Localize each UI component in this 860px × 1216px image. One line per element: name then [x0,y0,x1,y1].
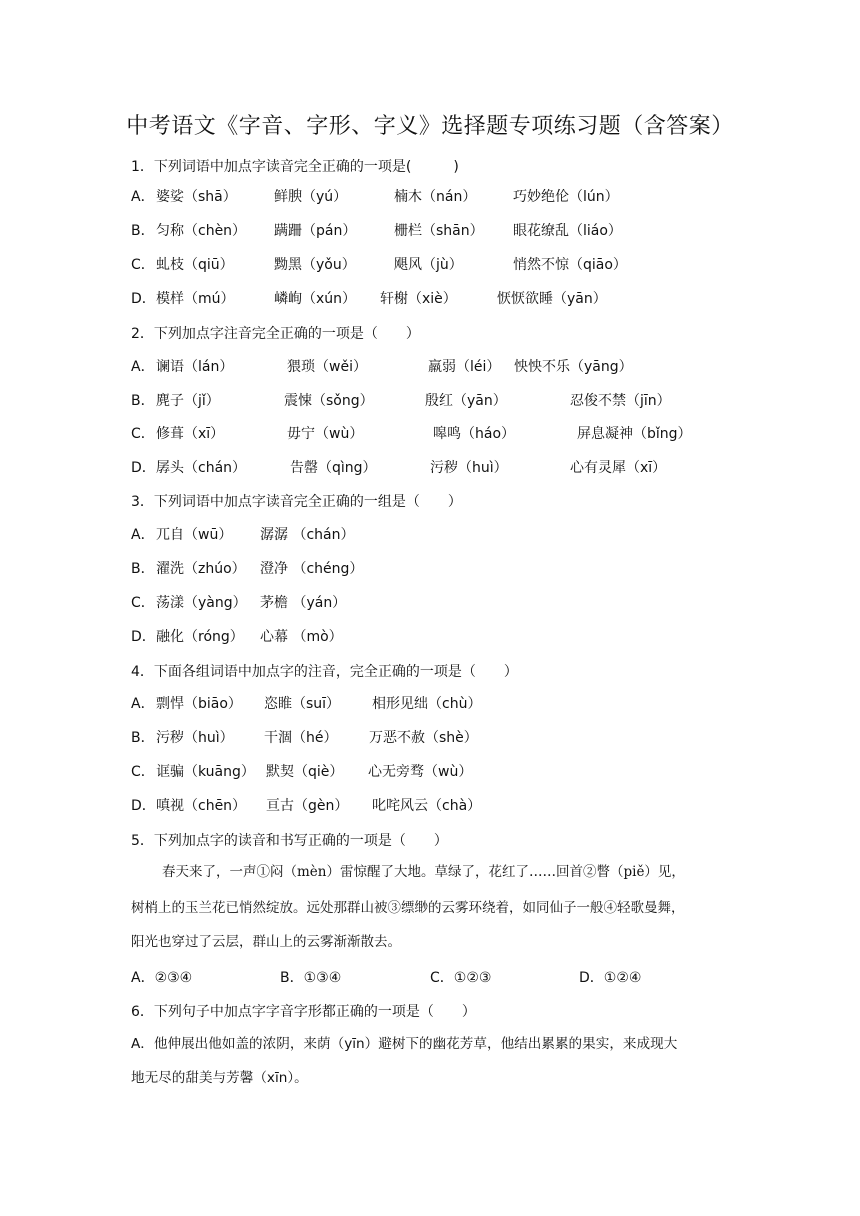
option-letter: C． [131,426,155,442]
option-item: 毋宁（wù） [287,426,364,442]
question-4-stem: 4．下面各组词语中加点字的注音，完全正确的一项是（ ） [131,664,518,680]
question-1-option-c [131,255,751,275]
option-item: 虬枝（qiū） [156,257,234,273]
option-item: 屏息凝神（bǐng） [577,426,692,442]
passage-line: 树梢上的玉兰花已悄然绽放。远处那群山被③缥缈的云雾环绕着，如同仙子一般④轻歌曼舞， [131,900,685,916]
question-4-option-b [131,728,751,748]
option-item: 告罄（qìng） [290,460,377,476]
option-item: 羸弱（léi） [428,359,501,375]
question-2-stem: 2．下列加点字注音完全正确的一项是（ ） [131,326,420,342]
option-item: 修葺（xī） [156,426,225,442]
option-letter: A． [131,527,155,543]
option-item: 飓风（jù） [394,257,463,273]
option-item: 悄然不惊（qiāo） [513,257,627,273]
option-item: 震悚（sǒng） [284,393,374,409]
option-item: 嶙峋（xún） [274,291,357,307]
option-letter: B． [131,561,155,577]
question-3-option-a [131,525,751,545]
question-5-stem: 5．下列加点字的读音和书写正确的一项是（ ） [131,833,448,849]
option-item: 心无旁骛（wù） [368,764,473,780]
option-item: 污秽（huì） [430,460,508,476]
question-6-option-a-line: A．他伸展出他如盖的浓阴，来荫（yīn）避树下的幽花芳草，他结出累累的果实，来成现大 [131,1036,678,1052]
option-item: 融化（róng） [156,629,244,645]
option-item: 潺潺 （chán） [260,527,355,543]
option-letter: C． [131,595,155,611]
option-item: 巧妙绝伦（lún） [513,189,619,205]
option-letter: D． [131,629,156,645]
option-item: 荡漾（yàng） [156,595,247,611]
option-letter: B． [131,730,155,746]
option-item: 澄净 （chéng） [260,561,364,577]
option-letter: C． [131,764,155,780]
option-item: 猥琐（wěi） [287,359,367,375]
option-item: 恣睢（suī） [264,696,341,712]
question-3-option-b [131,559,751,579]
option-item: 亘古（gèn） [266,798,349,814]
option-item: 麂子（jǐ） [156,393,220,409]
question-6-stem: 6．下列句子中加点字字音字形都正确的一项是（ ） [131,1004,476,1020]
question-1-stem: 1．下列词语中加点字读音完全正确的一项是( ) [131,159,459,175]
option-item: 濯洗（zhúo） [156,561,246,577]
question-1-option-b [131,221,751,241]
option-item: 茅檐 （yán） [260,595,347,611]
question-2-option-c [131,424,751,444]
option-item: 怏怏不乐（yāng） [514,359,633,375]
option-item: 模样（mú） [156,291,235,307]
question-3-stem: 3．下列词语中加点字读音完全正确的一组是（ ） [131,494,462,510]
option-item: 心有灵犀（xī） [570,460,667,476]
option-item: 诓骗（kuāng） [156,764,255,780]
question-2-option-b [131,391,751,411]
question-3-option-c [131,593,751,613]
question-2-option-d [131,458,751,478]
option-letter: B． [131,223,155,239]
question-3-option-d [131,627,751,647]
question-1-option-d [131,289,751,309]
option-item: 嗥鸣（háo） [433,426,516,442]
option-letter: A． [131,696,155,712]
option-letter: A． [131,189,155,205]
option-item: 轩榭（xiè） [380,291,457,307]
option-letter: B． [131,393,155,409]
question-4-option-c [131,762,751,782]
option-item: 黝黑（yǒu） [274,257,356,273]
option-item: 兀自（wū） [156,527,233,543]
option-item: 孱头（chán） [156,460,247,476]
option-item: 殷红（yān） [425,393,507,409]
answer-option-a: A．②③④ [131,970,193,986]
option-letter: D． [131,291,156,307]
option-item: 鲜腴（yú） [274,189,348,205]
passage-line: 阳光也穿过了云层，群山上的云雾渐渐散去。 [131,934,401,950]
question-2-option-a [131,357,751,377]
question-1-option-a [131,187,751,207]
option-item: 蹒跚（pán） [274,223,357,239]
question-4-option-a [131,694,751,714]
option-item: 匀称（chèn） [156,223,247,239]
option-item: 相形见绌（chù） [372,696,482,712]
option-letter: C． [131,257,155,273]
answer-option-d: D．①②④ [579,970,642,986]
option-item: 楠木（nán） [394,189,477,205]
option-item: 心幕 （mò） [260,629,343,645]
option-item: 默契（qiè） [266,764,344,780]
option-item: 干涸（hé） [264,730,338,746]
option-letter: D． [131,798,156,814]
question-4-option-d [131,796,751,816]
option-item: 眼花缭乱（liáo） [513,223,622,239]
option-letter: A． [131,359,155,375]
answer-option-b: B．①③④ [280,970,342,986]
option-item: 叱咤风云（chà） [372,798,482,814]
page-title: 中考语文《字音、字形、字义》选择题专项练习题（含答案） [126,114,734,139]
answer-option-c: C．①②③ [430,970,492,986]
option-item: 婆娑（shā） [156,189,237,205]
option-item: 忍俊不禁（jīn） [570,393,671,409]
question-6-option-a-line: 地无尽的甜美与芳馨（xīn）。 [131,1070,308,1086]
option-letter: D． [131,460,156,476]
option-item: 栅栏（shān） [394,223,484,239]
option-item: 万恶不赦（shè） [369,730,478,746]
option-item: 谰语（lán） [156,359,234,375]
option-item: 嗔视（chēn） [156,798,247,814]
option-item: 污秽（huì） [156,730,234,746]
passage-line: 春天来了，一声①闷（mèn）雷惊醒了大地。草绿了，花红了……回首②瞥（piě）见， [162,864,685,880]
option-item: 剽悍（biāo） [156,696,242,712]
option-item: 恹恹欲睡（yān） [497,291,607,307]
